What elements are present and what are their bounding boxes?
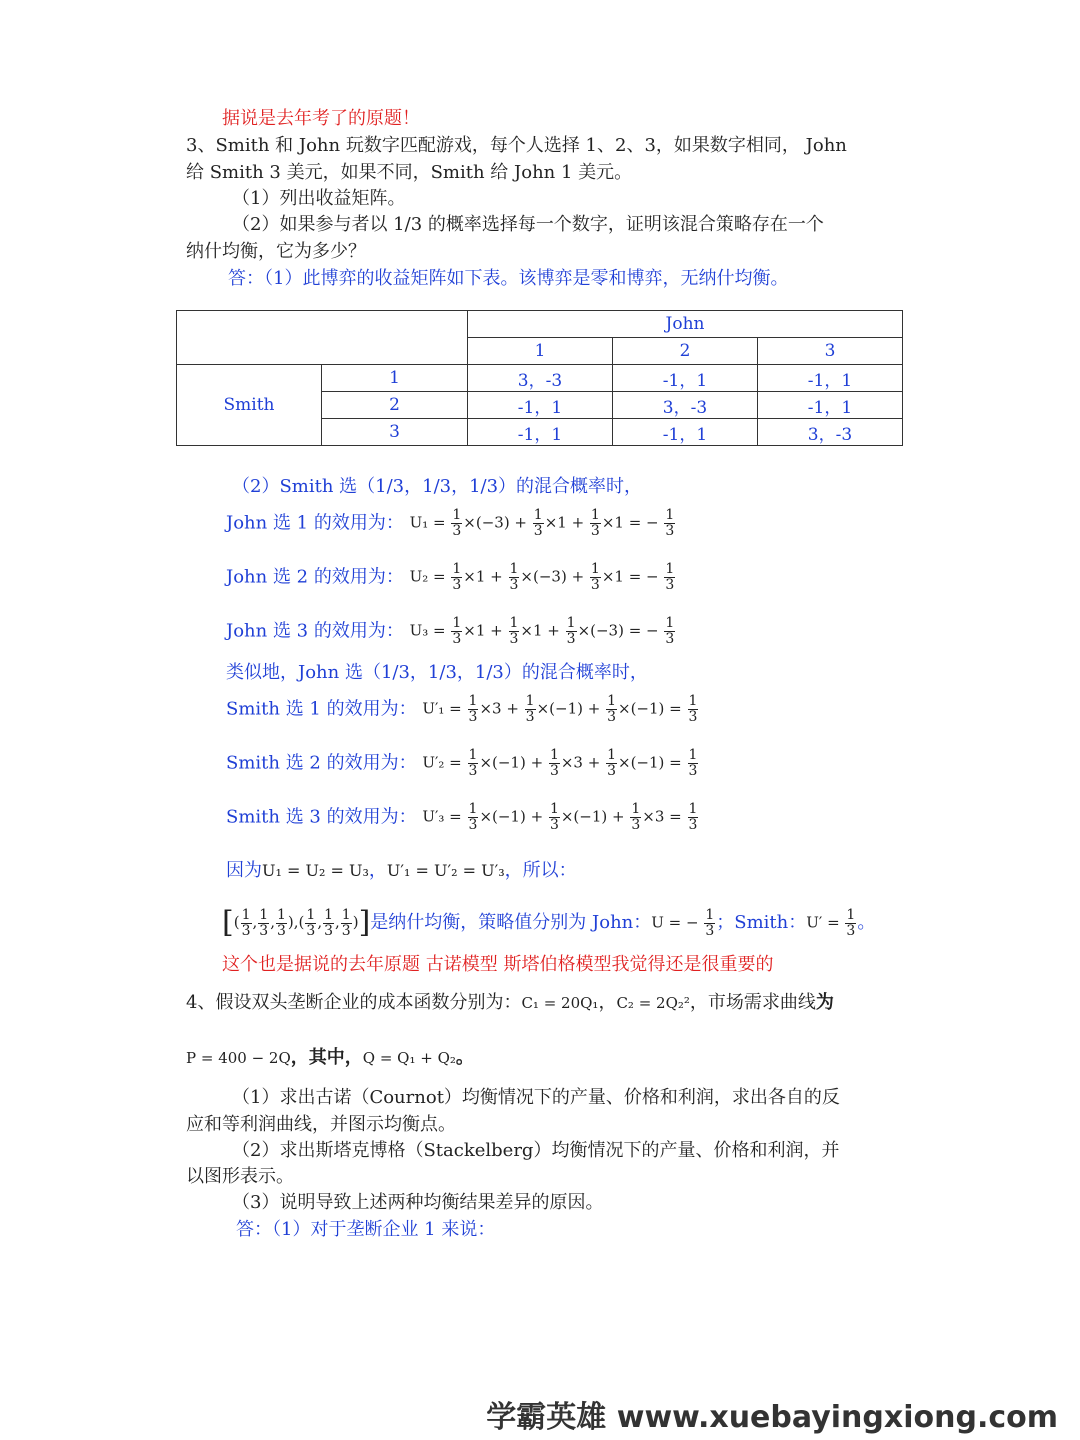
john-value: U = − $\frac{1}{3}$ (651, 906, 715, 939)
q3-part2b: 纳什均衡，它为多少？ (186, 241, 366, 262)
john3-label: John 选 3 的效用为： (226, 620, 404, 642)
conclusion-line (222, 906, 875, 940)
table-cell: 3，-3 (758, 419, 903, 446)
q4-demand: P = 400 − 2Q (186, 1049, 291, 1067)
smith1-label: Smith 选 1 的效用为： (226, 698, 417, 720)
col-header: 2 (613, 338, 758, 365)
john1-label: John 选 1 的效用为： (226, 512, 404, 534)
col-header: 1 (468, 338, 613, 365)
table-cell: -1，1 (758, 365, 903, 392)
because-eq1: U₁ = U₂ = U₃ (262, 861, 369, 880)
john2-label: John 选 2 的效用为： (226, 566, 404, 588)
table-cell: -1，1 (758, 392, 903, 419)
john1-utility (226, 508, 676, 539)
table-cell: 3，-3 (468, 365, 613, 392)
table-cell: -1，1 (468, 419, 613, 446)
q4-p2a: （2）求出斯塔克博格（Stackelberg）均衡情况下的产量、价格和利润，并 (232, 1140, 840, 1161)
q3-line1: 3、Smith 和 John 玩数字匹配游戏，每个人选择 1、2、3，如果数字相同， John (186, 135, 847, 156)
because-suffix: ，所以： (504, 860, 577, 881)
table-corner (177, 311, 468, 365)
q4-line1: 4、假设双头垄断企业的成本函数分别为：C₁ = 20Q₁，C₂ = 2Q₂²，市场需求曲线为 (186, 992, 834, 1013)
john1-equation: U₁ = $\frac{1}{3}$ ×(−3) + $\frac{1}{3}$ ×1 + $\frac{1}{3}$ ×1 = − $\frac{1}{3}$ (409, 507, 675, 539)
john2-utility (226, 562, 676, 593)
q4-c2: C₂ = 2Q₂² (616, 994, 690, 1012)
smith3-equation: U′₃ = $\frac{1}{3}$ ×(−1) + $\frac{1}{3}$ ×(−1) + $\frac{1}{3}$ ×3 = $\frac{1}{3}$ (422, 801, 698, 833)
q4-p2b: 以图形表示。 (186, 1166, 294, 1187)
row-label: 2 (322, 392, 468, 419)
because-prefix: 因为 (226, 860, 262, 881)
smith2-label: Smith 选 2 的效用为： (226, 752, 417, 774)
smith3-label: Smith 选 3 的效用为： (226, 806, 417, 828)
equilibrium-strategy: [( $\frac{1}{3}$ , $\frac{1}{3}$ , $\frac{1}{3}$ ),( $\frac{1}{3}$ , $\frac{1}{3}$ , $\frac{1}{3}$ )] (222, 905, 371, 940)
smith2-equation: U′₂ = $\frac{1}{3}$ ×(−1) + $\frac{1}{3}$ ×3 + $\frac{1}{3}$ ×(−1) = $\frac{1}{3}$ (422, 747, 698, 779)
because-line: 因为U₁ = U₂ = U₃，U′₁ = U′₂ = U′₃，所以： (226, 860, 577, 881)
conclusion-mid: 是纳什均衡，策略值分别为 John： (370, 912, 652, 933)
row-label: 1 (322, 365, 468, 392)
q4-p1b: 应和等利润曲线，并图示均衡点。 (186, 1114, 456, 1135)
q4-line2 (186, 1045, 474, 1071)
header-note: 据说是去年考了的原题！ (222, 108, 420, 129)
watermark: 学霸英雄 www.xuebayingxiong.com (486, 1400, 1058, 1435)
smith1-utility (226, 694, 699, 725)
col-header: 3 (758, 338, 903, 365)
answer2-intro-john: 类似地，John 选（1/3，1/3，1/3）的混合概率时， (226, 662, 648, 683)
q3-part2a: （2）如果参与者以 1/3 的概率选择每一个数字，证明该混合策略存在一个 (232, 214, 824, 235)
john3-utility (226, 616, 676, 647)
answer2-intro-smith: （2）Smith 选（1/3，1/3，1/3）的混合概率时， (232, 476, 643, 497)
q4-line1-bold: 为 (815, 992, 834, 1013)
conclusion-end: 。 (857, 912, 876, 933)
row-label: 3 (322, 419, 468, 446)
q4-line1-pre: 4、假设双头垄断企业的成本函数分别为： (186, 992, 522, 1013)
q4-line1-post: ，市场需求曲线 (689, 992, 816, 1013)
table-cell: -1，1 (468, 392, 613, 419)
q3-line2: 给 Smith 3 美元，如果不同，Smith 给 John 1 美元。 (186, 162, 633, 183)
q3-answer1: 答：（1）此博弈的收益矩阵如下表。该博弈是零和博弈，无纳什均衡。 (228, 268, 789, 289)
q4-period: 。 (455, 1047, 474, 1068)
smith2-utility (226, 748, 699, 779)
table-cell: -1，1 (613, 419, 758, 446)
q4-qdef: Q = Q₁ + Q₂ (362, 1049, 456, 1067)
q4-c1: C₁ = 20Q₁ (521, 994, 599, 1012)
because-eq2: U′₁ = U′₂ = U′₃ (386, 861, 505, 880)
payoff-matrix-table (176, 310, 903, 446)
conclusion-smith: ；Smith： (716, 912, 807, 933)
row-player-header: Smith (177, 365, 322, 446)
table-cell: 3，-3 (613, 392, 758, 419)
q4-answer: 答：（1）对于垄断企业 1 来说： (236, 1219, 496, 1240)
john2-equation: U₂ = $\frac{1}{3}$ ×1 + $\frac{1}{3}$ ×(−3) + $\frac{1}{3}$ ×1 = − $\frac{1}{3}$ (409, 561, 675, 593)
smith1-equation: U′₁ = $\frac{1}{3}$ ×3 + $\frac{1}{3}$ ×(−1) + $\frac{1}{3}$ ×(−1) = $\frac{1}{3}$ (422, 693, 698, 725)
table-cell: -1，1 (613, 365, 758, 392)
smith-value: U′ = $\frac{1}{3}$ (806, 906, 856, 939)
q4-p3: （3）说明导致上述两种均衡结果差异的原因。 (232, 1192, 604, 1213)
q4-p1a: （1）求出古诺（Cournot）均衡情况下的产量、价格和利润，求出各自的反 (232, 1087, 840, 1108)
smith3-utility (226, 802, 699, 833)
note2: 这个也是据说的去年原题 古诺模型 斯塔伯格模型我觉得还是很重要的 (222, 954, 774, 975)
q4-where: ，其中， (290, 1047, 363, 1068)
col-player-header: John (468, 311, 903, 338)
q3-part1: （1）列出收益矩阵。 (232, 188, 406, 209)
john3-equation: U₃ = $\frac{1}{3}$ ×1 + $\frac{1}{3}$ ×1 + $\frac{1}{3}$ ×(−3) = − $\frac{1}{3}$ (409, 615, 675, 647)
